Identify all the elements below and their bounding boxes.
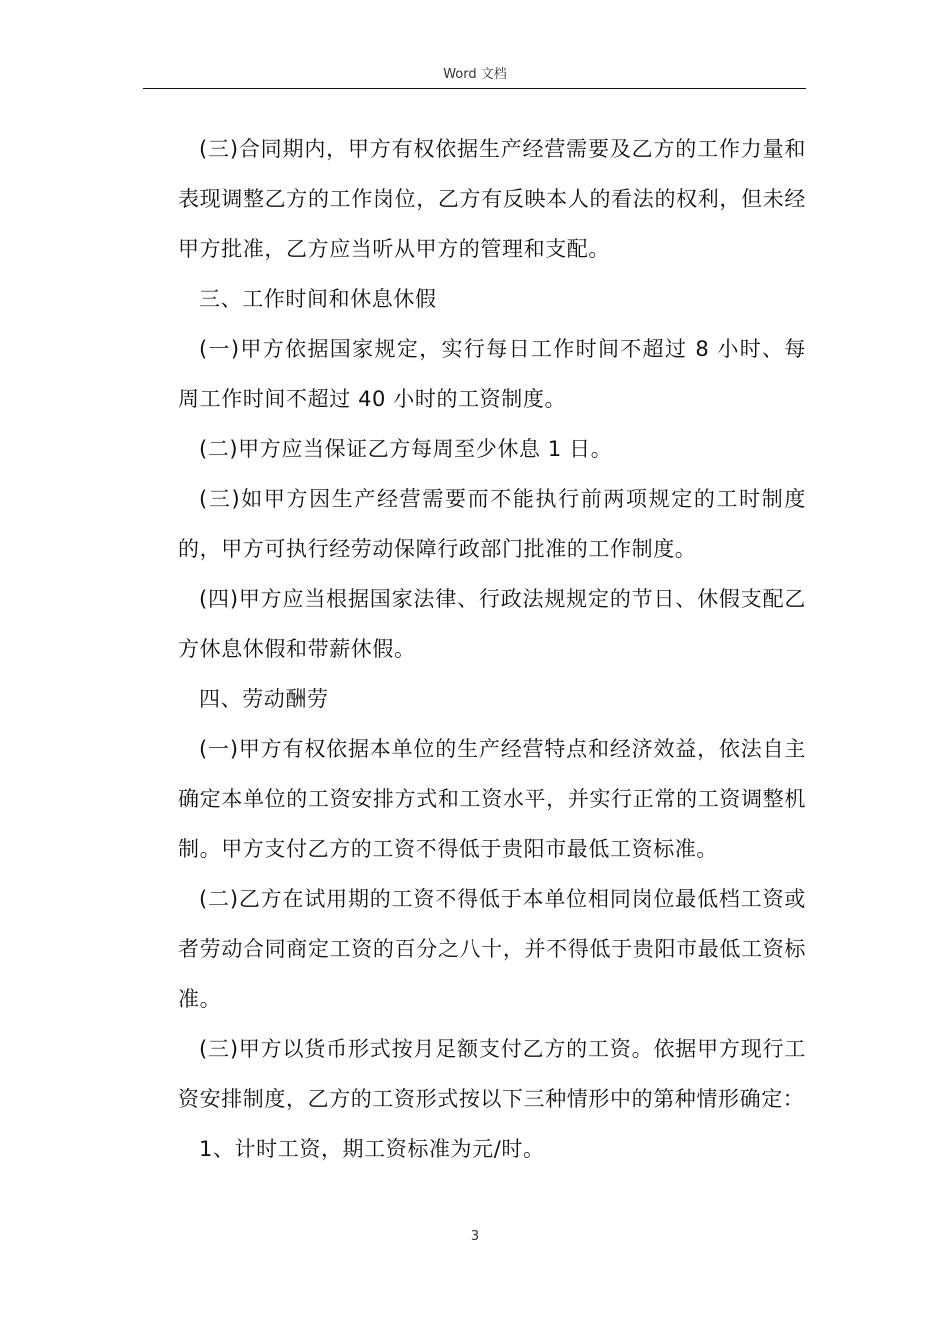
paragraph-probation-wage: (二)乙方在试用期的工资不得低于本单位相同岗位最低档工资或者劳动合同商定工资的百分之八十，并不得低于贵阳市最低工资标准。 bbox=[178, 887, 806, 1011]
paragraph-holidays: (四)甲方应当根据国家法律、行政法规规定的节日、休假支配乙方休息休假和带薪休假。 bbox=[178, 587, 806, 661]
paragraph-wage-system: (一)甲方有权依据本单位的生产经营特点和经济效益，依法自主确定本单位的工资安排方式和工资水平，并实行正常的工资调整机制。甲方支付乙方的工资不得低于贵阳市最低工资标准。 bbox=[178, 737, 806, 861]
paragraph-payment-method: (三)甲方以货币形式按月足额支付乙方的工资。依据甲方现行工资安排制度，乙方的工资形式按以下三种情形中的第种情形确定： bbox=[178, 1037, 806, 1111]
section-heading-working-hours: 三、工作时间和休息休假 bbox=[199, 287, 437, 311]
document-body bbox=[178, 124, 806, 1174]
section-heading-remuneration: 四、劳动酬劳 bbox=[199, 687, 329, 711]
paragraph-weekly-rest: (二)甲方应当保证乙方每周至少休息 1 日。 bbox=[199, 437, 613, 461]
paragraph-contract-period-position: (三)合同期内，甲方有权依据生产经营需要及乙方的工作力量和表现调整乙方的工作岗位，乙方有反映本人的看法的权利，但未经甲方批准，乙方应当听从甲方的管理和支配。 bbox=[178, 137, 806, 261]
paragraph-alternative-hours: (三)如甲方因生产经营需要而不能执行前两项规定的工时制度的，甲方可执行经劳动保障行政部门批准的工作制度。 bbox=[178, 487, 806, 561]
header-divider bbox=[143, 88, 806, 89]
page-header-title: Word 文档 bbox=[443, 67, 507, 82]
paragraph-hourly-wage: 1、计时工资，期工资标准为元/时。 bbox=[199, 1137, 545, 1161]
paragraph-daily-hours: (一)甲方依据国家规定，实行每日工作时间不超过 8 小时、每周工作时间不超过 40 小时的工资制度。 bbox=[178, 337, 806, 411]
page-number: 3 bbox=[470, 1229, 480, 1244]
